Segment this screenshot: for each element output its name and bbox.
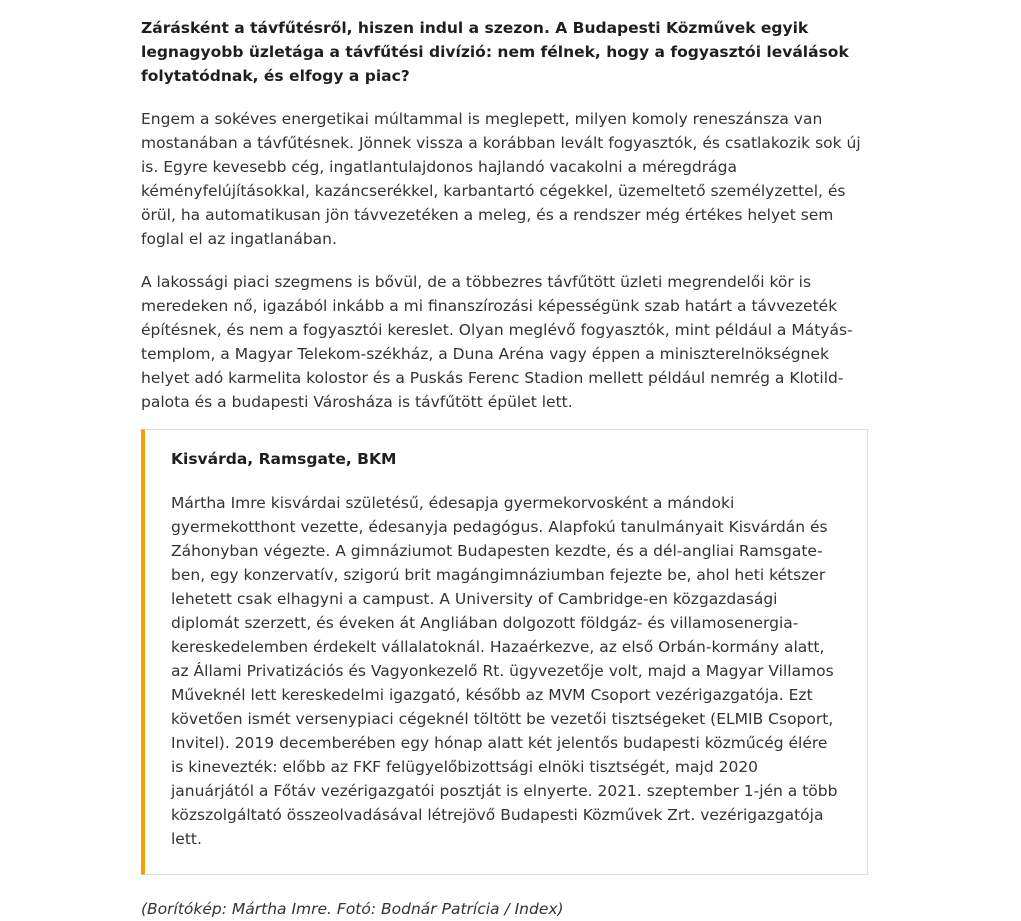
photo-caption: (Borítókép: Mártha Imre. Fotó: Bodnár Patrícia / Index) xyxy=(141,900,564,918)
article-body xyxy=(141,16,868,921)
bio-infobox xyxy=(141,429,868,875)
infobox-title: Kisvárda, Ramsgate, BKM xyxy=(171,450,397,468)
infobox-text: Mártha Imre kisvárdai születésű, édesapja gyermekorvosként a mándoki gyermekotthont vezette, édesanyja pedagógus. Alapfokú tanulmányait Kisvárdán és Záhonyban végezte. A gimnáziumot Budapesten kezdte, és a dél-angliai Ramsgate-ben, egy konzervatív, szigorú brit magángimnáziumban fejezte be, ahol heti kétszer lehetett csak elhagyni a campust. A University of Cambridge-en közgazdasági diplomát szerzett, és éveken át Angliában dolgozott földgáz- és villamosenergia-kereskedelemben érdekelt vállalatoknál. Hazaérkezve, az első Orbán-kormány alatt, az Állami Privatizációs és Vagyonkezelő Rt. ügyvezetője volt, majd a Magyar Villamos Műveknél lett kereskedelmi igazgató, később az MVM Csoport vezérigazgatója. Ezt követően ismét versenypiaci cégeknél töltött be vezetői tisztségeket (ELMIB Csoport, Invitel). 2019 decemberében egy hónap alatt két jelentős budapesti közműcég élére is kinevezték: előbb az FKF felügyelőbizottsági elnöki tisztségét, majd 2020 januárjától a Főtáv vezérigazgatói posztját is elnyerte. 2021. szeptember 1-jén a több közszolgáltató összeolvadásával létrejövő Budapesti Közművek Zrt. vezérigazgatója lett. xyxy=(171,494,838,848)
answer-paragraph-2: A lakossági piaci szegmens is bővül, de a többezres távfűtött üzleti megrendelői kör is meredeken nő, igazából inkább a mi finanszírozási képességünk szab határt a távvezeték építésnek, és nem a fogyasztói kereslet. Olyan meglévő fogyasztók, mint például a Mátyás-templom, a Magyar Telekom-székház, a Duna Aréna vagy éppen a miniszterelnökségnek helyet adó karmelita kolostor és a Puskás Ferenc Stadion mellett például nemrég a Klotild-palota és a budapesti Városháza is távfűtött épület lett. xyxy=(141,273,853,411)
answer-paragraph-1: Engem a sokéves energetikai múltammal is meglepett, milyen komoly reneszánsza van mostanában a távfűtésnek. Jönnek vissza a korábban levált fogyasztók, és csatlakozik sok új is. Egyre kevesebb cég, ingatlantulajdonos hajlandó vacakolni a méregdrága kéményfelújításokkal, kazáncserékkel, karbantartó cégekkel, üzemeltető személyzettel, és örül, ha automatikusan jön távvezetéken a meleg, és a rendszer még értékes helyet sem foglal el az ingatlanában. xyxy=(141,110,861,248)
interview-question: Zárásként a távfűtésről, hiszen indul a szezon. A Budapesti Közművek egyik legnagyobb üzletága a távfűtési divízió: nem félnek, hogy a fogyasztói leválások folytatódnak, és elfogy a piac? xyxy=(141,19,849,85)
